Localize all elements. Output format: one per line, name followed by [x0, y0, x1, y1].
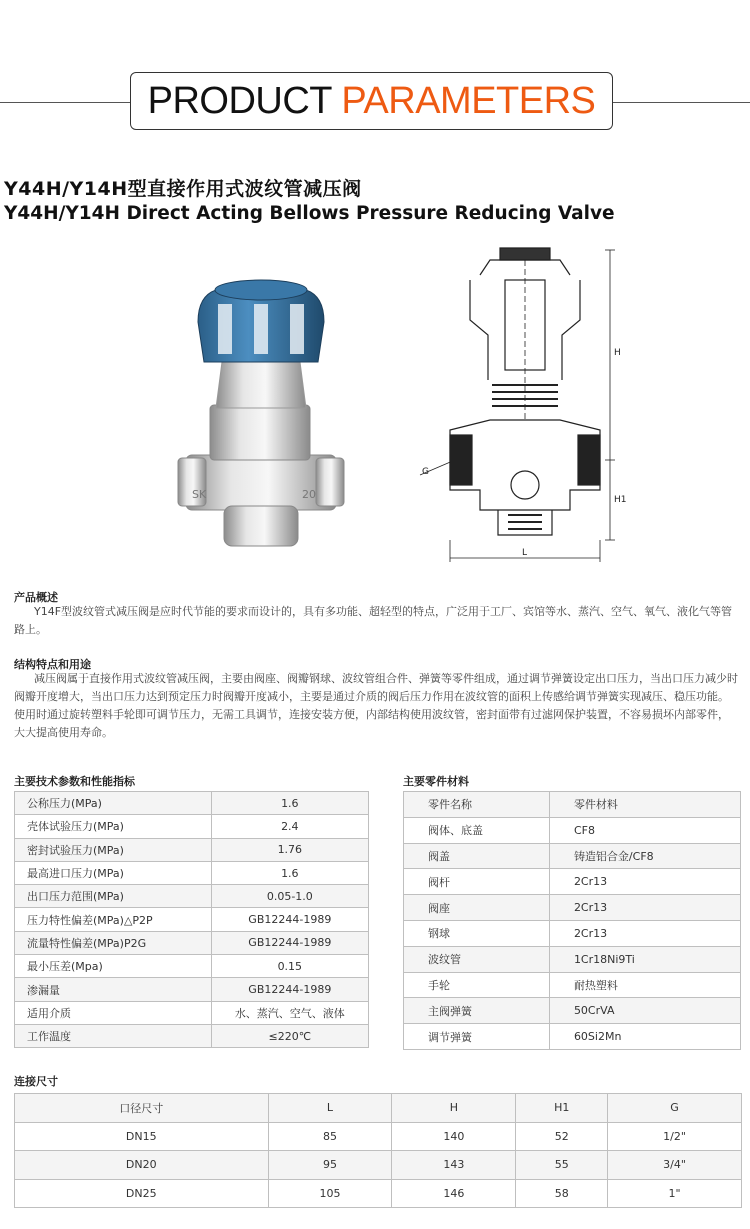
photo-label-sk: SK: [192, 488, 207, 501]
table-cell: DN25: [15, 1179, 269, 1208]
table-cell: 3/4": [608, 1151, 742, 1180]
table-cell: GB12244-1989: [211, 978, 368, 1001]
header-cell: 口径尺寸: [15, 1094, 269, 1123]
table-cell: GB12244-1989: [211, 908, 368, 931]
table-cell: 最高进口压力(MPa): [15, 861, 212, 884]
table-cell: 阀座: [404, 895, 550, 921]
table-cell: 阀盖: [404, 843, 550, 869]
table-row: [404, 998, 741, 1024]
table-row: [15, 1151, 742, 1180]
table-cell: 主阀弹簧: [404, 998, 550, 1024]
header-cell: 零件名称: [404, 792, 550, 818]
table-cell: 压力特性偏差(MPa)△P2P: [15, 908, 212, 931]
table-cell: 146: [392, 1179, 516, 1208]
table-cell: 阀杆: [404, 869, 550, 895]
materials-heading: 主要零件材料: [403, 775, 469, 788]
table-row: [404, 895, 741, 921]
banner-rule-right: [612, 102, 750, 103]
dim-label-g: G: [422, 467, 429, 477]
table-cell: 1.6: [211, 792, 368, 815]
banner-word-product: PRODUCT: [147, 80, 332, 122]
table-cell: 公称压力(MPa): [15, 792, 212, 815]
dim-label-l: L: [522, 548, 528, 558]
table-header-row: [404, 792, 741, 818]
table-cell: 渗漏量: [15, 978, 212, 1001]
table-cell: 55: [516, 1151, 608, 1180]
table-cell: 最小压差(Mpa): [15, 955, 212, 978]
table-cell: 1": [608, 1179, 742, 1208]
table-row: [404, 972, 741, 998]
table-row: [15, 1122, 742, 1151]
dim-label-h1: H1: [614, 495, 627, 505]
table-cell: 52: [516, 1122, 608, 1151]
table-cell: 水、蒸汽、空气、液体: [211, 1001, 368, 1024]
product-title-en: Y44H/Y14H Direct Acting Bellows Pressure Reducing Valve: [4, 203, 615, 224]
table-cell: 1.6: [211, 861, 368, 884]
dim-label-h: H: [614, 348, 621, 358]
table-row: [15, 792, 369, 815]
structure-heading: 结构特点和用途: [14, 658, 91, 671]
table-row: [404, 869, 741, 895]
table-row: [404, 843, 741, 869]
header-cell: H1: [516, 1094, 608, 1123]
table-header-row: [15, 1094, 742, 1123]
sectional-drawing: [410, 240, 640, 570]
table-cell: 140: [392, 1122, 516, 1151]
table-cell: 2Cr13: [549, 895, 740, 921]
table-cell: 阀体、底盖: [404, 817, 550, 843]
table-cell: 60Si2Mn: [549, 1024, 740, 1050]
table-cell: 2.4: [211, 815, 368, 838]
materials-table: [403, 791, 741, 1050]
table-cell: 58: [516, 1179, 608, 1208]
header-cell: 零件材料: [549, 792, 740, 818]
specs-heading: 主要技术参数和性能指标: [14, 775, 135, 788]
table-row: [15, 838, 369, 861]
table-cell: CF8: [549, 817, 740, 843]
table-row: [15, 1179, 742, 1208]
table-row: [404, 946, 741, 972]
table-cell: 105: [268, 1179, 392, 1208]
table-cell: 85: [268, 1122, 392, 1151]
table-cell: 钢球: [404, 920, 550, 946]
table-cell: 0.15: [211, 955, 368, 978]
table-cell: DN20: [15, 1151, 269, 1180]
dimensions-table: [14, 1093, 742, 1208]
header-cell: H: [392, 1094, 516, 1123]
table-cell: 0.05-1.0: [211, 885, 368, 908]
table-row: [15, 861, 369, 884]
structure-text: 减压阀属于直接作用式波纹管减压阀，主要由阀座、阀瓣钢球、波纹管组合件、弹簧等零件组成，通过调节弹簧设定出口压力，当出口压力减少时阀瓣开度增大，当出口压力达到预定压力时阀瓣开度减小，主要是通过介质的阀后压力作用在波纹管的面积上传感给调节弹簧实现减压、稳压功能。使用时通过旋转塑料手轮即可调节压力，无需工具调节，连接安装方便，内部结构使用波纹管，密封面带有过滤网保护装置，不容易损坏内部零件，大大提高使用寿命。: [14, 672, 738, 739]
table-row: [15, 1024, 369, 1047]
table-cell: 壳体试验压力(MPa): [15, 815, 212, 838]
table-row: [15, 931, 369, 954]
table-cell: 95: [268, 1151, 392, 1180]
table-cell: 适用介质: [15, 1001, 212, 1024]
table-cell: 1/2": [608, 1122, 742, 1151]
table-cell: GB12244-1989: [211, 931, 368, 954]
table-row: [404, 1024, 741, 1050]
table-cell: 密封试验压力(MPa): [15, 838, 212, 861]
table-cell: 手轮: [404, 972, 550, 998]
table-cell: 调节弹簧: [404, 1024, 550, 1050]
table-cell: 耐热塑料: [549, 972, 740, 998]
overview-text: Y14F型波纹管式减压阀是应时代节能的要求而设计的，具有多功能、超轻型的特点，广泛用于工厂、宾馆等水、蒸汽、空气、氧气、液化气等管路上。: [14, 605, 733, 636]
table-cell: 1Cr18Ni9Ti: [549, 946, 740, 972]
header-cell: L: [268, 1094, 392, 1123]
product-title-cn: Y44H/Y14H型直接作用式波纹管减压阀: [4, 178, 362, 200]
table-row: [15, 885, 369, 908]
table-cell: ≤220℃: [211, 1024, 368, 1047]
overview-heading: 产品概述: [14, 591, 58, 604]
table-row: [15, 1001, 369, 1024]
table-cell: 工作温度: [15, 1024, 212, 1047]
table-row: [15, 978, 369, 1001]
banner-word-parameters: PARAMETERS: [341, 80, 596, 122]
table-cell: 铸造铝合金/CF8: [549, 843, 740, 869]
table-cell: 2Cr13: [549, 869, 740, 895]
table-cell: 50CrVA: [549, 998, 740, 1024]
table-cell: 出口压力范围(MPa): [15, 885, 212, 908]
table-row: [15, 955, 369, 978]
dimensions-heading: 连接尺寸: [14, 1075, 58, 1088]
photo-label-20: 20: [302, 488, 316, 501]
table-cell: 143: [392, 1151, 516, 1180]
table-cell: 2Cr13: [549, 920, 740, 946]
header-cell: G: [608, 1094, 742, 1123]
specs-table: [14, 791, 369, 1048]
table-cell: 流量特性偏差(MPa)P2G: [15, 931, 212, 954]
table-cell: 波纹管: [404, 946, 550, 972]
table-row: [404, 817, 741, 843]
table-row: [404, 920, 741, 946]
table-row: [15, 815, 369, 838]
table-cell: 1.76: [211, 838, 368, 861]
banner-rule-left: [0, 102, 132, 103]
product-photo: [176, 270, 346, 560]
table-cell: DN15: [15, 1122, 269, 1151]
section-banner: [130, 72, 613, 130]
table-row: [15, 908, 369, 931]
